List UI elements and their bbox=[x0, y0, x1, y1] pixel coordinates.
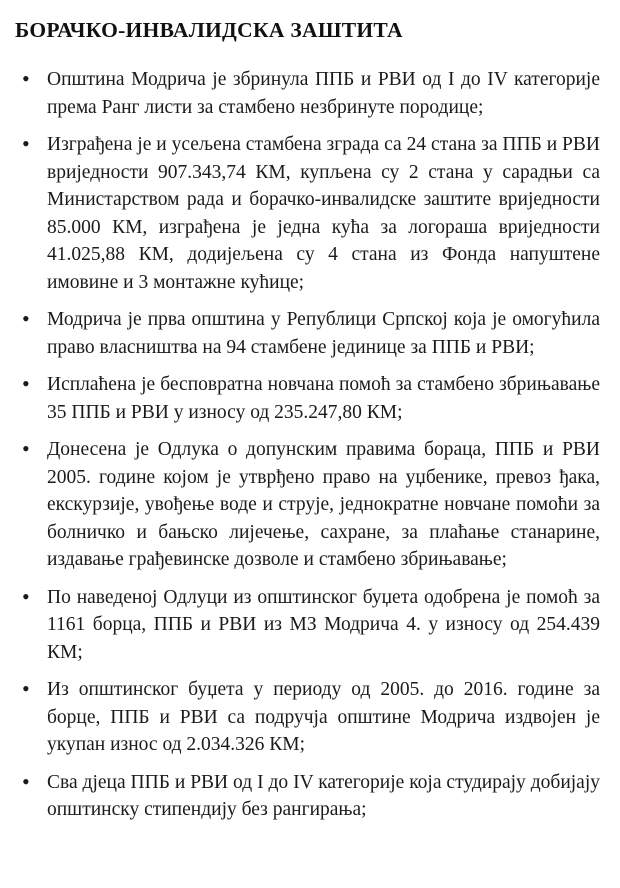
page-title: БОРАЧКО-ИНВАЛИДСКА ЗАШТИТА bbox=[15, 18, 403, 42]
bullet-list bbox=[15, 66, 600, 824]
bullet-item: • Изграђена је и усељена стамбена зграда са 24 стана за ППБ и РВИ вриједности 907.343,74 КМ, купљена су 2 стана у сарадњи са Министарством рада и борачко-инвалидске заштите вриједности 85.000 КМ, изграђена је једна кућа за логораша вриједности 41.025,88 КМ, додијељена су 4 стана из Фонда напуштене имовине и 3 монтажне кућице; bbox=[47, 131, 600, 296]
bullet-item: • Из општинског буџета у периоду од 2005. до 2016. године за борце, ППБ и РВИ са подручја општине Модрича издвојен је укупан износ од 2.034.326 КМ; bbox=[47, 676, 600, 759]
bullet-item: • Сва дјеца ППБ и РВИ од I до IV категорије која студирају добијају општинску стипендију без рангирања; bbox=[47, 769, 600, 824]
bullet-item: • Донесена је Одлука о допунским правима бораца, ППБ и РВИ 2005. године којом је утврђено право на уџбенике, превоз ђака, екскурзије, увођење воде и струје, једнократне новчане помоћи за болничко и бањско лијечење, сахране, за плаћање станарине, издавање грађевинске дозволе и стамбено збрињавање; bbox=[47, 436, 600, 574]
bullet-item: • Општина Модрича је збринула ППБ и РВИ од I до IV категорије према Ранг листи за стамбено незбринуте породице; bbox=[47, 66, 600, 121]
bullet-item: • Исплаћена је бесповратна новчана помоћ за стамбено збрињавање 35 ППБ и РВИ у износу од 235.247,80 КМ; bbox=[47, 371, 600, 426]
bullet-item: • Модрича је прва општина у Републици Српској која је омогућила право власништва на 94 стамбене јединице за ППБ и РВИ; bbox=[47, 306, 600, 361]
bullet-item: • По наведеној Одлуци из општинског буџета одобрена је помоћ за 1161 борца, ППБ и РВИ из МЗ Модрича 4. у износу од 254.439 КМ; bbox=[47, 584, 600, 667]
